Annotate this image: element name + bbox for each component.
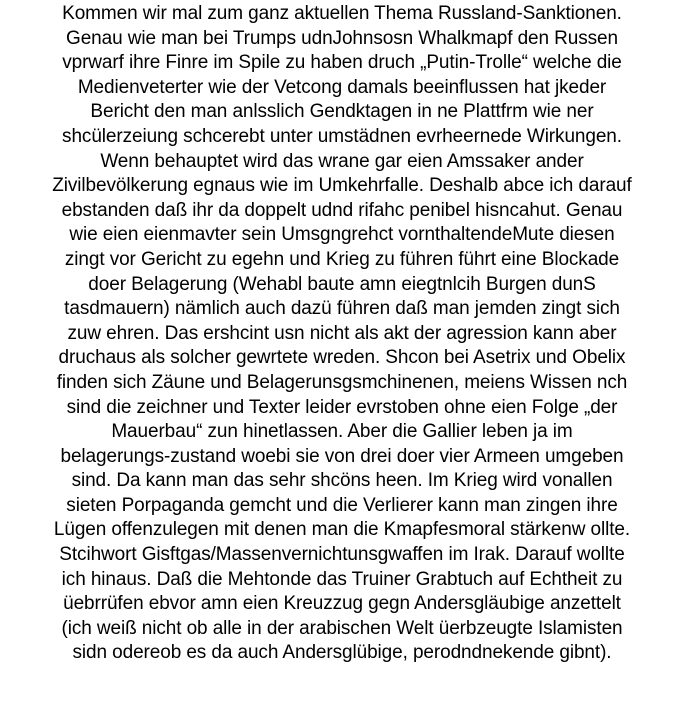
text-line-12: doer Belagerung (Wehabl baute amn eiegtnlcih Burgen dunS	[88, 273, 596, 295]
text-line-13: tasdmauern) nämlich auch dazü führen daß man jemden zingt sich	[64, 298, 620, 320]
text-line-14: zuw ehren. Das ershcint usn nicht als akt der agression kann aber	[67, 322, 617, 344]
text-line-27: sidn odereob es da auch Andersglübige, perodndnekende gibnt).	[72, 642, 612, 664]
text-line-16: finden sich Zäune und Belagerunsgsmchinenen, meiens Wissen nch	[56, 371, 628, 393]
text-line-6: shcülerzeiung schcerebt unter umstädnen evrheernede Wirkungen.	[62, 125, 622, 147]
paragraph-text	[2, 2, 682, 666]
text-line-8: Zivilbevölkerung egnaus wie im Umkehrfalle. Deshalb abce ich darauf	[52, 175, 632, 197]
text-line-3: vprwarf ihre Finre im Spile zu haben druch „Putin-Trolle“ welche die	[62, 52, 622, 74]
text-line-1: Kommen wir mal zum ganz aktuellen Thema Russland-Sanktionen.	[62, 3, 622, 24]
text-line-2: Genau wie man bei Trumps udnJohnsosn Whalkmapf den Russen	[66, 27, 618, 49]
text-line-7: Wenn behauptet wird das wrane gar eien Amssaker ander	[100, 150, 584, 172]
text-line-24: ich hinaus. Daß die Mehtonde das Truiner Grabtuch auf Echtheit zu	[61, 568, 623, 590]
text-line-25: üebrrüfen ebvor amn eien Kreuzzug gegn Andersgläubige anzettelt	[63, 593, 621, 615]
text-line-15: druchaus als solcher gewrtete wreden. Shcon bei Asetrix und Obelix	[58, 347, 626, 369]
text-line-5: Bericht den man anlsslich Gendktagen in ne Plattfrm wie ner	[90, 101, 594, 123]
text-line-11: zingt vor Gericht zu egehn und Krieg zu führen führt eine Blockade	[64, 248, 620, 270]
text-line-20: sind. Da kann man das sehr shcöns heen. Im Krieg wird vonallen	[71, 470, 613, 492]
text-line-22: Lügen offenzulegen mit denen man die Kmapfesmoral stärkenw ollte.	[53, 519, 631, 541]
text-line-26: (ich weiß nicht ob alle in der arabischen Welt üerbzeugte Islamisten	[61, 617, 623, 639]
text-line-9: ebstanden daß ihr da doppelt udnd rifahc penibel hisncahut. Genau	[61, 199, 623, 221]
text-line-21: sieten Porpaganda gemcht und die Verlierer kann man zingen ihre	[66, 494, 618, 516]
text-line-17: sind die zeichner und Texter leider evrstoben ohne eien Folge „der	[66, 396, 618, 418]
text-line-18: Mauerbau“ zun hinetlassen. Aber die Gallier leben ja im	[111, 421, 573, 443]
text-line-19: belagerungs-zustand woebi sie von drei doer vier Armeen umgeben	[60, 445, 624, 467]
text-line-23: Stcihwort Gisftgas/Massenvernichtunsgwaffen im Irak. Darauf wollte	[59, 544, 625, 566]
text-line-4: Medienveterter wie der Vetcong damals beeinflussen hat jkeder	[77, 76, 607, 98]
text-line-10: wie eien eienmavter sein Umsgngrehct vornthaltendeMute diesen	[69, 224, 615, 246]
